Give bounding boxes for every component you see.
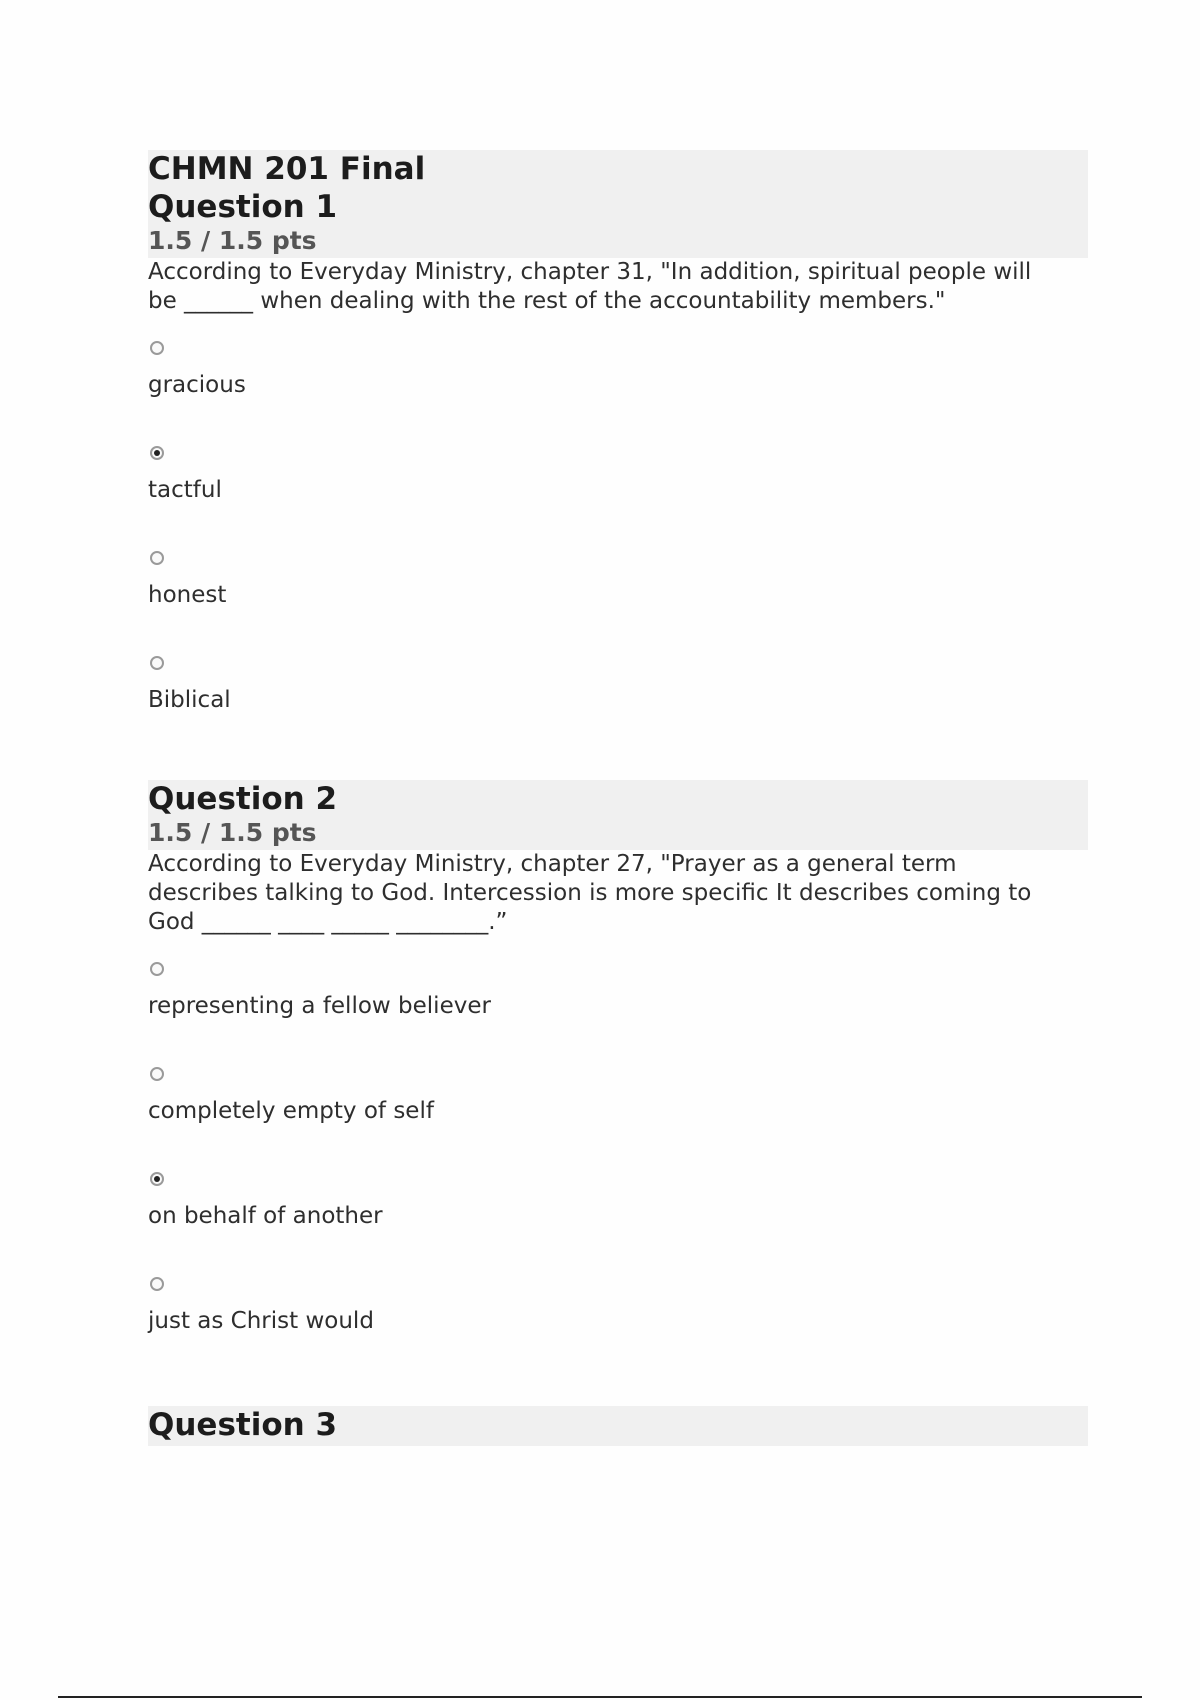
radio-button[interactable] <box>150 656 164 670</box>
page-bottom-rule <box>58 1696 1142 1698</box>
question-2-text-line: God ______ ____ _____ ________.” <box>148 909 508 935</box>
answer-option[interactable] <box>148 1058 1088 1163</box>
question-3 <box>148 1406 1088 1446</box>
question-1-header <box>148 150 1088 258</box>
answer-option[interactable] <box>148 437 1088 542</box>
radio-button[interactable] <box>150 1067 164 1081</box>
answer-option[interactable] <box>148 1268 1088 1373</box>
question-1-text <box>148 258 1088 316</box>
answer-option[interactable] <box>148 953 1088 1058</box>
question-1-title: Question 1 <box>148 189 338 225</box>
question-2-points: 1.5 / 1.5 pts <box>148 818 317 847</box>
answer-label: Biblical <box>148 687 231 713</box>
question-2 <box>148 780 1088 1373</box>
answer-option[interactable] <box>148 542 1088 647</box>
question-1-points: 1.5 / 1.5 pts <box>148 226 317 255</box>
radio-button[interactable] <box>150 341 164 355</box>
question-1-text-line: According to Everyday Ministry, chapter 31, "In addition, spiritual people will <box>148 259 1032 285</box>
answer-option[interactable] <box>148 1163 1088 1268</box>
question-2-answers <box>148 953 1088 1373</box>
answer-label: completely empty of self <box>148 1098 434 1124</box>
question-2-header <box>148 780 1088 850</box>
question-2-text-line: According to Everyday Ministry, chapter 27, "Prayer as a general term <box>148 851 957 877</box>
question-2-text-line: describes talking to God. Intercession is more specific It describes coming to <box>148 880 1032 906</box>
question-1 <box>148 150 1088 752</box>
document-title: CHMN 201 Final <box>148 151 426 187</box>
radio-button-selected[interactable] <box>150 446 164 460</box>
radio-button-selected[interactable] <box>150 1172 164 1186</box>
question-2-title: Question 2 <box>148 781 338 817</box>
question-1-text-line: be ______ when dealing with the rest of the accountability members." <box>148 288 946 314</box>
answer-label: representing a fellow believer <box>148 993 491 1019</box>
radio-button[interactable] <box>150 962 164 976</box>
answer-option[interactable] <box>148 332 1088 437</box>
answer-label: tactful <box>148 477 222 503</box>
answer-label: honest <box>148 582 227 608</box>
question-1-answers <box>148 332 1088 752</box>
answer-label: on behalf of another <box>148 1203 383 1229</box>
question-3-title: Question 3 <box>148 1407 338 1443</box>
answer-label: just as Christ would <box>148 1308 374 1334</box>
radio-button[interactable] <box>150 1277 164 1291</box>
answer-label: gracious <box>148 372 246 398</box>
question-2-text <box>148 850 1088 937</box>
radio-button[interactable] <box>150 551 164 565</box>
answer-option[interactable] <box>148 647 1088 752</box>
question-3-header <box>148 1406 1088 1446</box>
